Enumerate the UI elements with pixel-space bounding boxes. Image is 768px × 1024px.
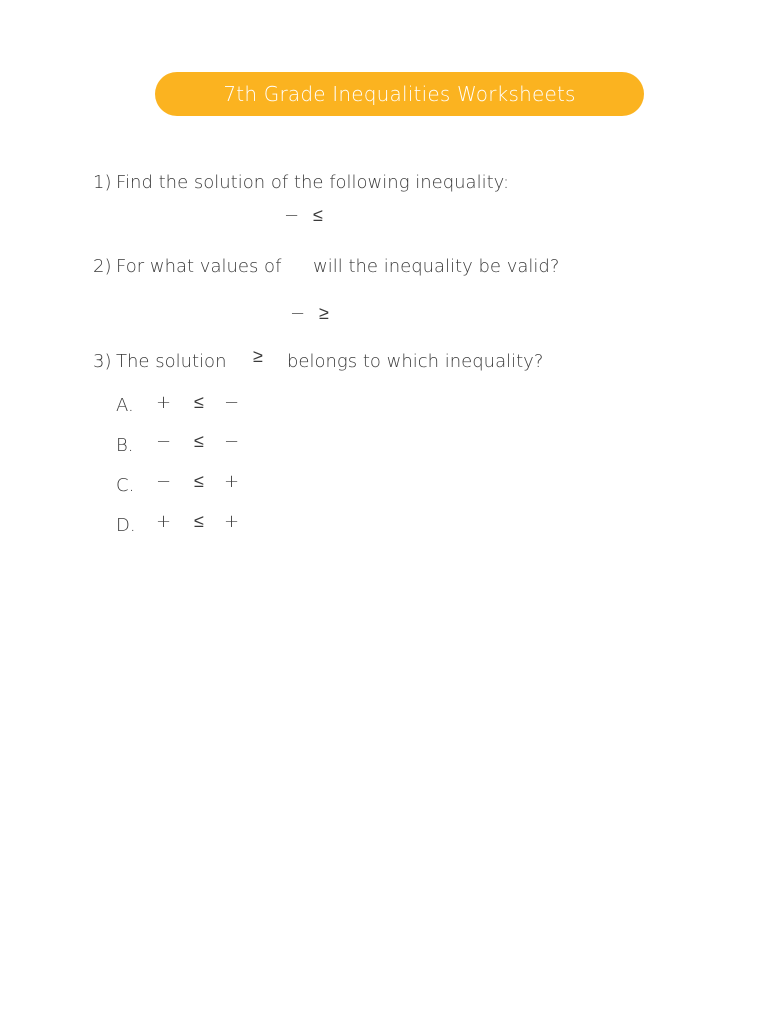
option-b-symbol-3: −	[224, 431, 240, 452]
option-c-symbol-3: +	[224, 471, 240, 492]
option-d-symbol-3: +	[224, 511, 240, 532]
option-c-symbol-1: −	[156, 471, 172, 492]
option-a-label: A.	[116, 395, 134, 416]
question-3-number: 3)	[93, 351, 112, 372]
option-c-symbol-2: ≤	[194, 471, 204, 492]
option-b-symbol-1: −	[156, 431, 172, 452]
option-a-symbol-2: ≤	[194, 392, 204, 413]
question-2-minus-symbol: −	[290, 303, 306, 324]
option-b-label: B.	[116, 435, 134, 456]
question-1-text: Find the solution of the following inequality:	[116, 172, 510, 193]
option-d-label: D.	[116, 515, 136, 536]
question-1-minus-symbol: −	[284, 205, 300, 226]
option-d-symbol-2: ≤	[194, 511, 204, 532]
question-2-text-b: will the inequality be valid?	[313, 256, 560, 277]
question-1-leq-symbol: ≤	[313, 205, 323, 226]
question-1-number: 1)	[93, 172, 112, 193]
option-a-symbol-1: +	[156, 392, 172, 413]
title-banner	[155, 72, 644, 116]
question-2-geq-symbol: ≥	[319, 303, 329, 324]
question-2-text-a: For what values of	[116, 256, 282, 277]
question-3-text-a: The solution	[116, 351, 227, 372]
question-3-text-b: belongs to which inequality?	[287, 351, 544, 372]
option-d-symbol-1: +	[156, 511, 172, 532]
option-a-symbol-3: −	[224, 392, 240, 413]
option-b-symbol-2: ≤	[194, 431, 204, 452]
question-3-geq-symbol: ≥	[253, 346, 263, 367]
question-2-number: 2)	[93, 256, 112, 277]
option-c-label: C.	[116, 475, 135, 496]
page-title: 7th Grade Inequalities Worksheets	[223, 82, 576, 106]
